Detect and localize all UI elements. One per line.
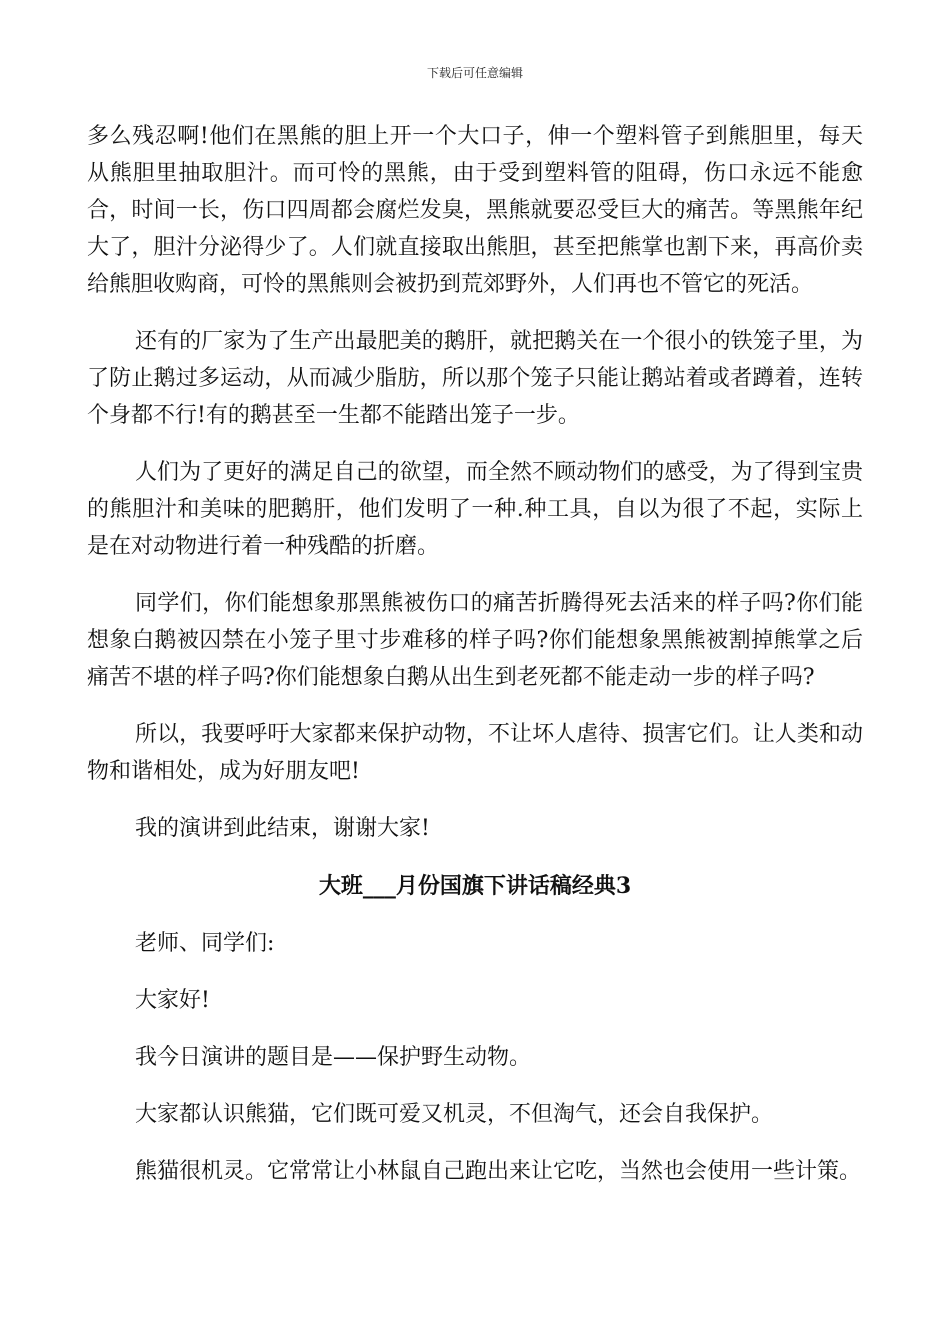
paragraph-call-to-action: 所以，我要呼吁大家都来保护动物，不让坏人虐待、损害它们。让人类和动物和谐相处，成为好朋友吧!	[87, 722, 863, 784]
section-title: 大班___月份国旗下讲话稿经典3	[318, 873, 632, 899]
panda-intro-line: 大家都认识熊猫，它们既可爱又机灵，不但淘气，还会自我保护。	[135, 1102, 774, 1127]
panda-clever-line: 熊猫很机灵。它常常让小林鼠自己跑出来让它吃，当然也会使用一些计策。	[135, 1159, 862, 1184]
salutation-line: 老师、同学们:	[135, 931, 275, 956]
greeting-line: 大家好!	[135, 988, 210, 1013]
paragraph-imagine: 同学们，你们能想象那黑熊被伤口的痛苦折腾得死去活来的样子吗?你们能想象白鹅被囚禁在小笼子里寸步难移的样子吗?你们能想象黑熊被割掉熊掌之后痛苦不堪的样子吗?你们能想象白鹅从出生到老死都不能走动一步的样子吗?	[87, 591, 863, 690]
paragraph-closing: 我的演讲到此结束，谢谢大家!	[135, 816, 430, 841]
document-body	[87, 118, 863, 1190]
topic-line: 我今日演讲的题目是——保护野生动物。	[135, 1045, 532, 1070]
paragraph-human-desire: 人们为了更好的满足自己的欲望，而全然不顾动物们的感受，为了得到宝贵的熊胆汁和美味的肥鹅肝，他们发明了一种.种工具，自以为很了不起，实际上是在对动物进行着一种残酷的折磨。	[87, 460, 863, 559]
paragraph-bear-bile: 多么残忍啊!他们在黑熊的胆上开一个大口子，伸一个塑料管子到熊胆里，每天从熊胆里抽取胆汁。而可怜的黑熊，由于受到塑料管的阻碍，伤口永远不能愈合，时间一长，伤口四周都会腐烂发臭，黑熊就要忍受巨大的痛苦。等黑熊年纪大了，胆汁分泌得少了。人们就直接取出熊胆，甚至把熊掌也割下来，再高价卖给熊胆收购商，可怜的黑熊则会被扔到荒郊野外，人们再也不管它的死活。	[87, 124, 863, 297]
paragraph-goose-liver: 还有的厂家为了生产出最肥美的鹅肝，就把鹅关在一个很小的铁笼子里，为了防止鹅过多运动，从而减少脂肪，所以那个笼子只能让鹅站着或者蹲着，连转个身都不行!有的鹅甚至一生都不能踏出笼子一步。	[87, 329, 863, 428]
page-header-note: 下载后可任意编辑	[426, 66, 523, 80]
